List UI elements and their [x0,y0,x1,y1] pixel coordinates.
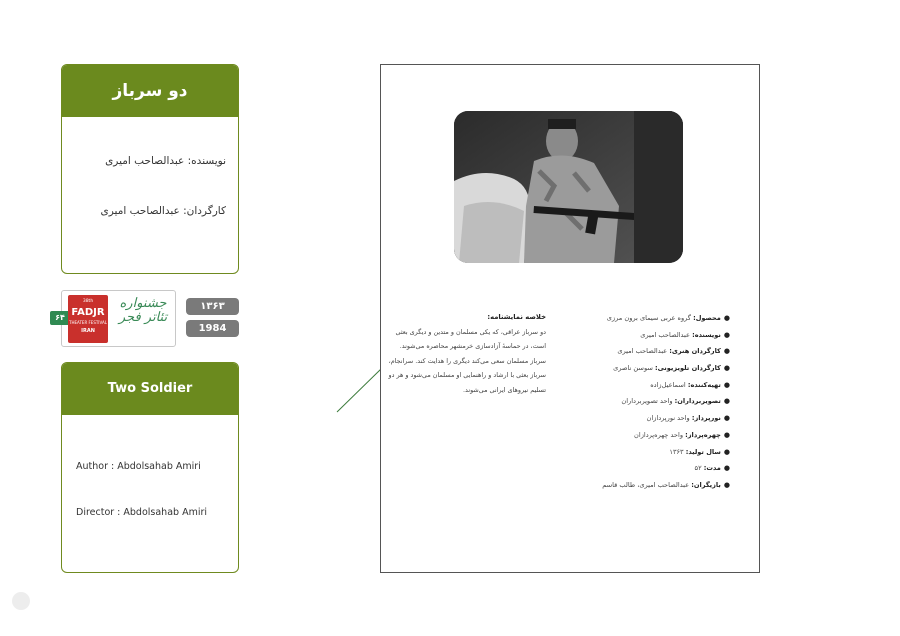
logo-country: IRAN [81,328,95,334]
credit-row [560,377,730,394]
bullet-icon: ● [723,430,730,439]
bullet-icon: ● [723,447,730,456]
credit-value: واحد نورپردازان [646,414,690,423]
year-persian-badge: ۱۳۶۳ [186,298,239,315]
logo-subtitle: THEATER FESTIVAL [69,320,107,325]
credit-row [560,343,730,360]
credit-label: کارگردان تلویزیونی: [655,364,721,373]
summary-text: دو سرباز عراقی، که یکی مسلمان و متدین و دیگری بعثی است، در حماسهٔ آزادسازی خرمشهر محاصره می‌شوند. سرباز مسلمان سعی می‌کند دیگری را هدایت کند. سرانجام، سرباز بعثی با ارشاد و راهنمایی او مسلمان می‌شود و هر دو تسلیم نیروهای ایرانی می‌شوند. [388,327,546,394]
bullet-icon: ● [723,480,730,489]
summary-title: خلاصه نمایشنامه: [487,313,546,321]
credit-row [560,327,730,344]
bullet-icon: ● [723,397,730,406]
credit-value: عبدالصاحب امیری، طالب قاسم [602,480,690,489]
credit-value: واحد چهره‌پردازان [634,430,684,439]
logo-badge-number: ۶۴ [50,311,70,325]
credit-label: کارگردان هنری: [669,347,721,356]
bullet-icon: ● [723,364,730,373]
credit-row [560,310,730,327]
credit-row [560,427,730,444]
credit-row [560,410,730,427]
credit-label: نورپرداز: [691,414,721,423]
credit-value: گروه عربی سیمای برون مرزی [606,314,691,322]
credit-value: عبدالصاحب امیری [617,347,668,356]
persian-director-line: کارگردان: عبدالصاحب امیری [100,205,226,217]
credit-label: تهیه‌کننده: [687,380,721,389]
logo-calligraphy: جشنواره تئاتر فجر [118,296,168,325]
year-gregorian-badge: 1984 [186,320,239,337]
credit-label: چهره‌پرداز: [685,430,721,439]
play-summary [386,310,546,397]
corner-circle [12,592,30,610]
credit-value: عبدالصاحب امیری [640,330,690,339]
bullet-icon: ● [723,314,730,322]
credit-label: تصویربرداران: [674,397,721,406]
credit-label: مدت: [703,464,721,473]
bullet-icon: ● [723,347,730,356]
credit-label: نویسنده: [692,330,721,339]
credit-row [560,460,730,477]
logo-name: FADJR [71,307,105,318]
bullet-icon: ● [723,464,730,473]
persian-title: دو سرباز [62,65,238,117]
logo-edition: 38th [82,299,94,304]
credit-row [560,393,730,410]
credit-value: ۵۲ [694,464,702,473]
soldier-photo [454,111,683,263]
persian-author-line: نویسنده: عبدالصاحب امیری [105,155,226,167]
credit-value: سوسن ناصری [613,364,653,373]
english-author-line: Author : Abdolsahab Amiri [76,461,201,472]
credit-value: ۱۳۶۳ [669,447,684,456]
bullet-icon: ● [723,380,730,389]
english-title: Two Soldier [62,363,238,415]
credit-label: بازیگران: [691,480,721,489]
credit-value: واحد تصویربرداران [621,397,673,406]
credits-list [560,310,730,494]
bullet-icon: ● [723,330,730,339]
credit-label: محصول: [693,314,721,322]
credit-row [560,444,730,461]
bullet-icon: ● [723,414,730,423]
english-director-line: Director : Abdolsahab Amiri [76,507,208,518]
credit-row [560,360,730,377]
credit-label: سال تولید: [685,447,721,456]
credit-value: اسماعیل‌زاده [650,380,686,389]
credit-row [560,477,730,494]
